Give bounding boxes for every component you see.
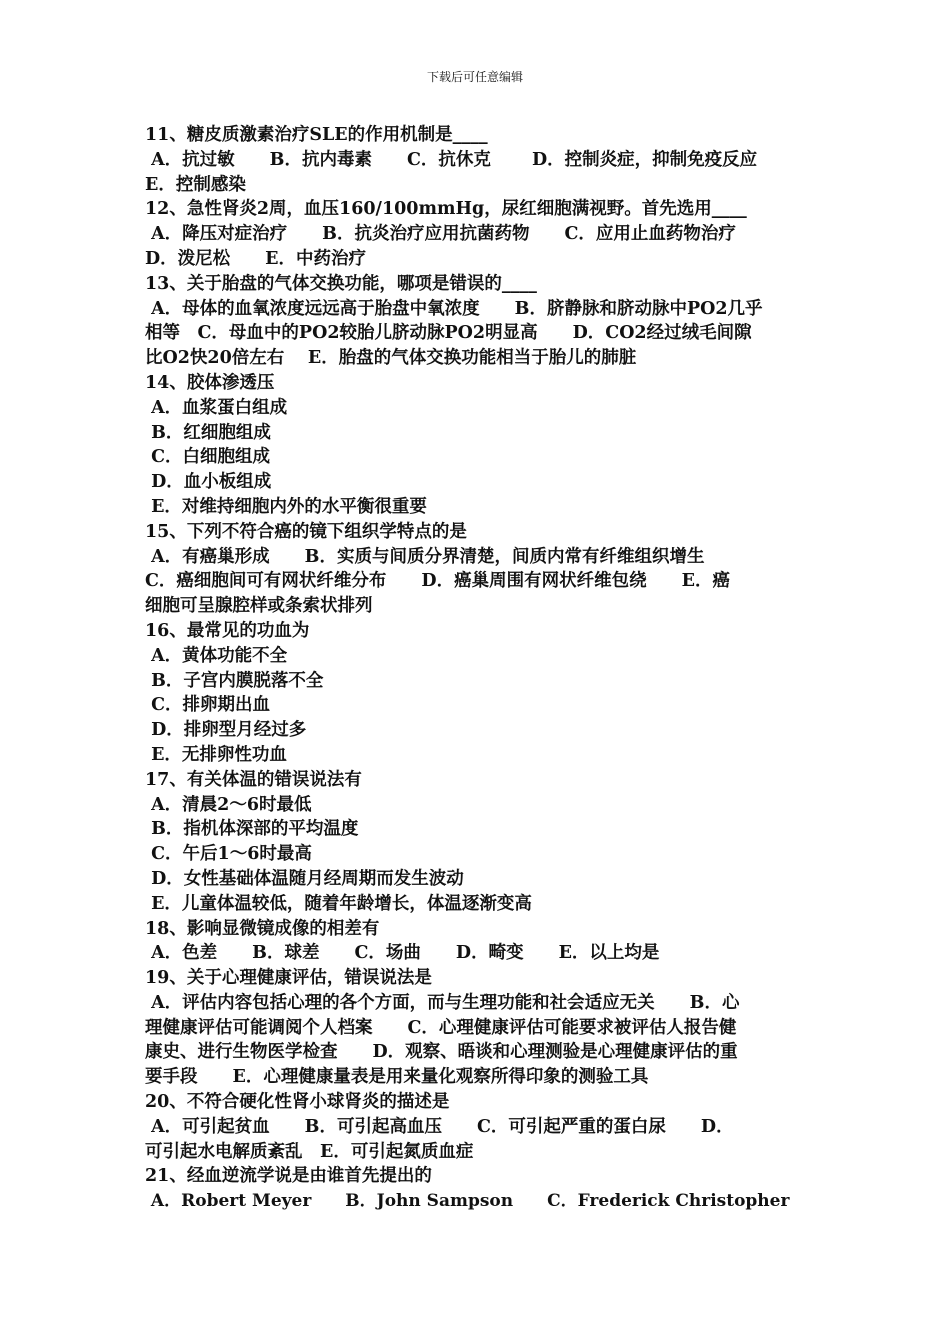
text-line: A．抗过敏 B．抗内毒素 C．抗休克 D．控制炎症，抑制免疫反应 — [145, 149, 758, 170]
text-line: 16、最常见的功血为 — [145, 620, 310, 641]
text-line: 15、下列不符合癌的镜下组织学特点的是 — [145, 521, 467, 542]
text-line: 11、糖皮质激素治疗SLE的作用机制是____ — [145, 125, 488, 145]
text-line: A．评估内容包括心理的各个方面，而与生理功能和社会适应无关 B．心 — [145, 992, 740, 1013]
text-line: 14、胶体渗透压 — [145, 372, 275, 393]
text-line: E．儿童体温较低，随着年龄增长，体温逐渐变高 — [145, 893, 532, 914]
text-line: 可引起水电解质紊乱 E．可引起氮质血症 — [145, 1141, 474, 1162]
text-line: E．控制感染 — [145, 174, 246, 195]
text-line: A．Robert Meyer B．John Sampson C．Frederick Christopher — [145, 1191, 790, 1212]
text-line: 康史、进行生物医学检查 D．观察、晤谈和心理测验是心理健康评估的重 — [145, 1042, 738, 1063]
text-line: 13、关于胎盘的气体交换功能，哪项是错误的____ — [145, 273, 537, 294]
text-line: D．女性基础体温随月经周期而发生波动 — [145, 868, 464, 889]
text-line: C．白细胞组成 — [145, 447, 271, 468]
text-line: 20、不符合硬化性肾小球肾炎的描述是 — [145, 1092, 450, 1113]
text-line: D．排卵型月经过多 — [145, 720, 307, 741]
text-line: A．黄体功能不全 — [145, 645, 288, 666]
text-line: 理健康评估可能调阅个人档案 C．心理健康评估可能要求被评估人报告健 — [145, 1017, 737, 1038]
text-line: B．红细胞组成 — [145, 422, 271, 443]
text-line: 18、影响显微镜成像的相差有 — [145, 918, 380, 939]
text-line: C．癌细胞间可有网状纤维分布 D．癌巢周围有网状纤维包绕 E．癌 — [145, 571, 730, 592]
text-line: 19、关于心理健康评估，错误说法是 — [145, 968, 432, 989]
text-line: C．排卵期出血 — [145, 695, 271, 716]
text-line: A．有癌巢形成 B．实质与间质分界清楚，间质内常有纤维组织增生 — [145, 546, 705, 567]
text-line: 12、急性肾炎2周，血压160/100mmHg，尿红细胞满视野。首先选用____ — [145, 199, 747, 220]
text-line: A．可引起贫血 B．可引起高血压 C．可引起严重的蛋白尿 D． — [145, 1116, 734, 1137]
text-line: A．血浆蛋白组成 — [145, 397, 288, 418]
text-line: D．泼尼松 E．中药治疗 — [145, 248, 367, 269]
text-line: 17、有关体温的错误说法有 — [145, 769, 362, 790]
text-line: B．子宫内膜脱落不全 — [145, 670, 324, 691]
text-line: A．降压对症治疗 B．抗炎治疗应用抗菌药物 C．应用止血药物治疗 — [145, 224, 736, 245]
text-line: A．清晨2～6时最低 — [145, 794, 312, 815]
text-line: 比O2快20倍左右 E．胎盘的气体交换功能相当于胎儿的肺脏 — [145, 348, 637, 369]
text-line: 21、经血逆流学说是由谁首先提出的 — [145, 1166, 432, 1187]
text-line: C．午后1～6时最高 — [145, 844, 312, 865]
page-header: 下载后可任意编辑 — [426, 70, 523, 84]
text-line: B．指机体深部的平均温度 — [145, 819, 359, 840]
text-line: E．对维持细胞内外的水平衡很重要 — [145, 496, 427, 517]
text-line: A．色差 B．球差 C．场曲 D．畸变 E．以上均是 — [145, 943, 660, 964]
text-line: 要手段 E．心理健康量表是用来量化观察所得印象的测验工具 — [145, 1067, 649, 1088]
text-line: 相等 C．母血中的PO2较胎儿脐动脉PO2明显高 D．CO2经过绒毛间隙 — [145, 323, 752, 344]
text-line: E．无排卵性功血 — [145, 744, 287, 765]
text-line: 细胞可呈腺腔样或条索状排列 — [145, 596, 373, 617]
document-body — [145, 123, 807, 1214]
text-line: D．血小板组成 — [145, 472, 272, 493]
text-line: A．母体的血氧浓度远远高于胎盘中氧浓度 B．脐静脉和脐动脉中PO2几乎 — [145, 298, 763, 319]
